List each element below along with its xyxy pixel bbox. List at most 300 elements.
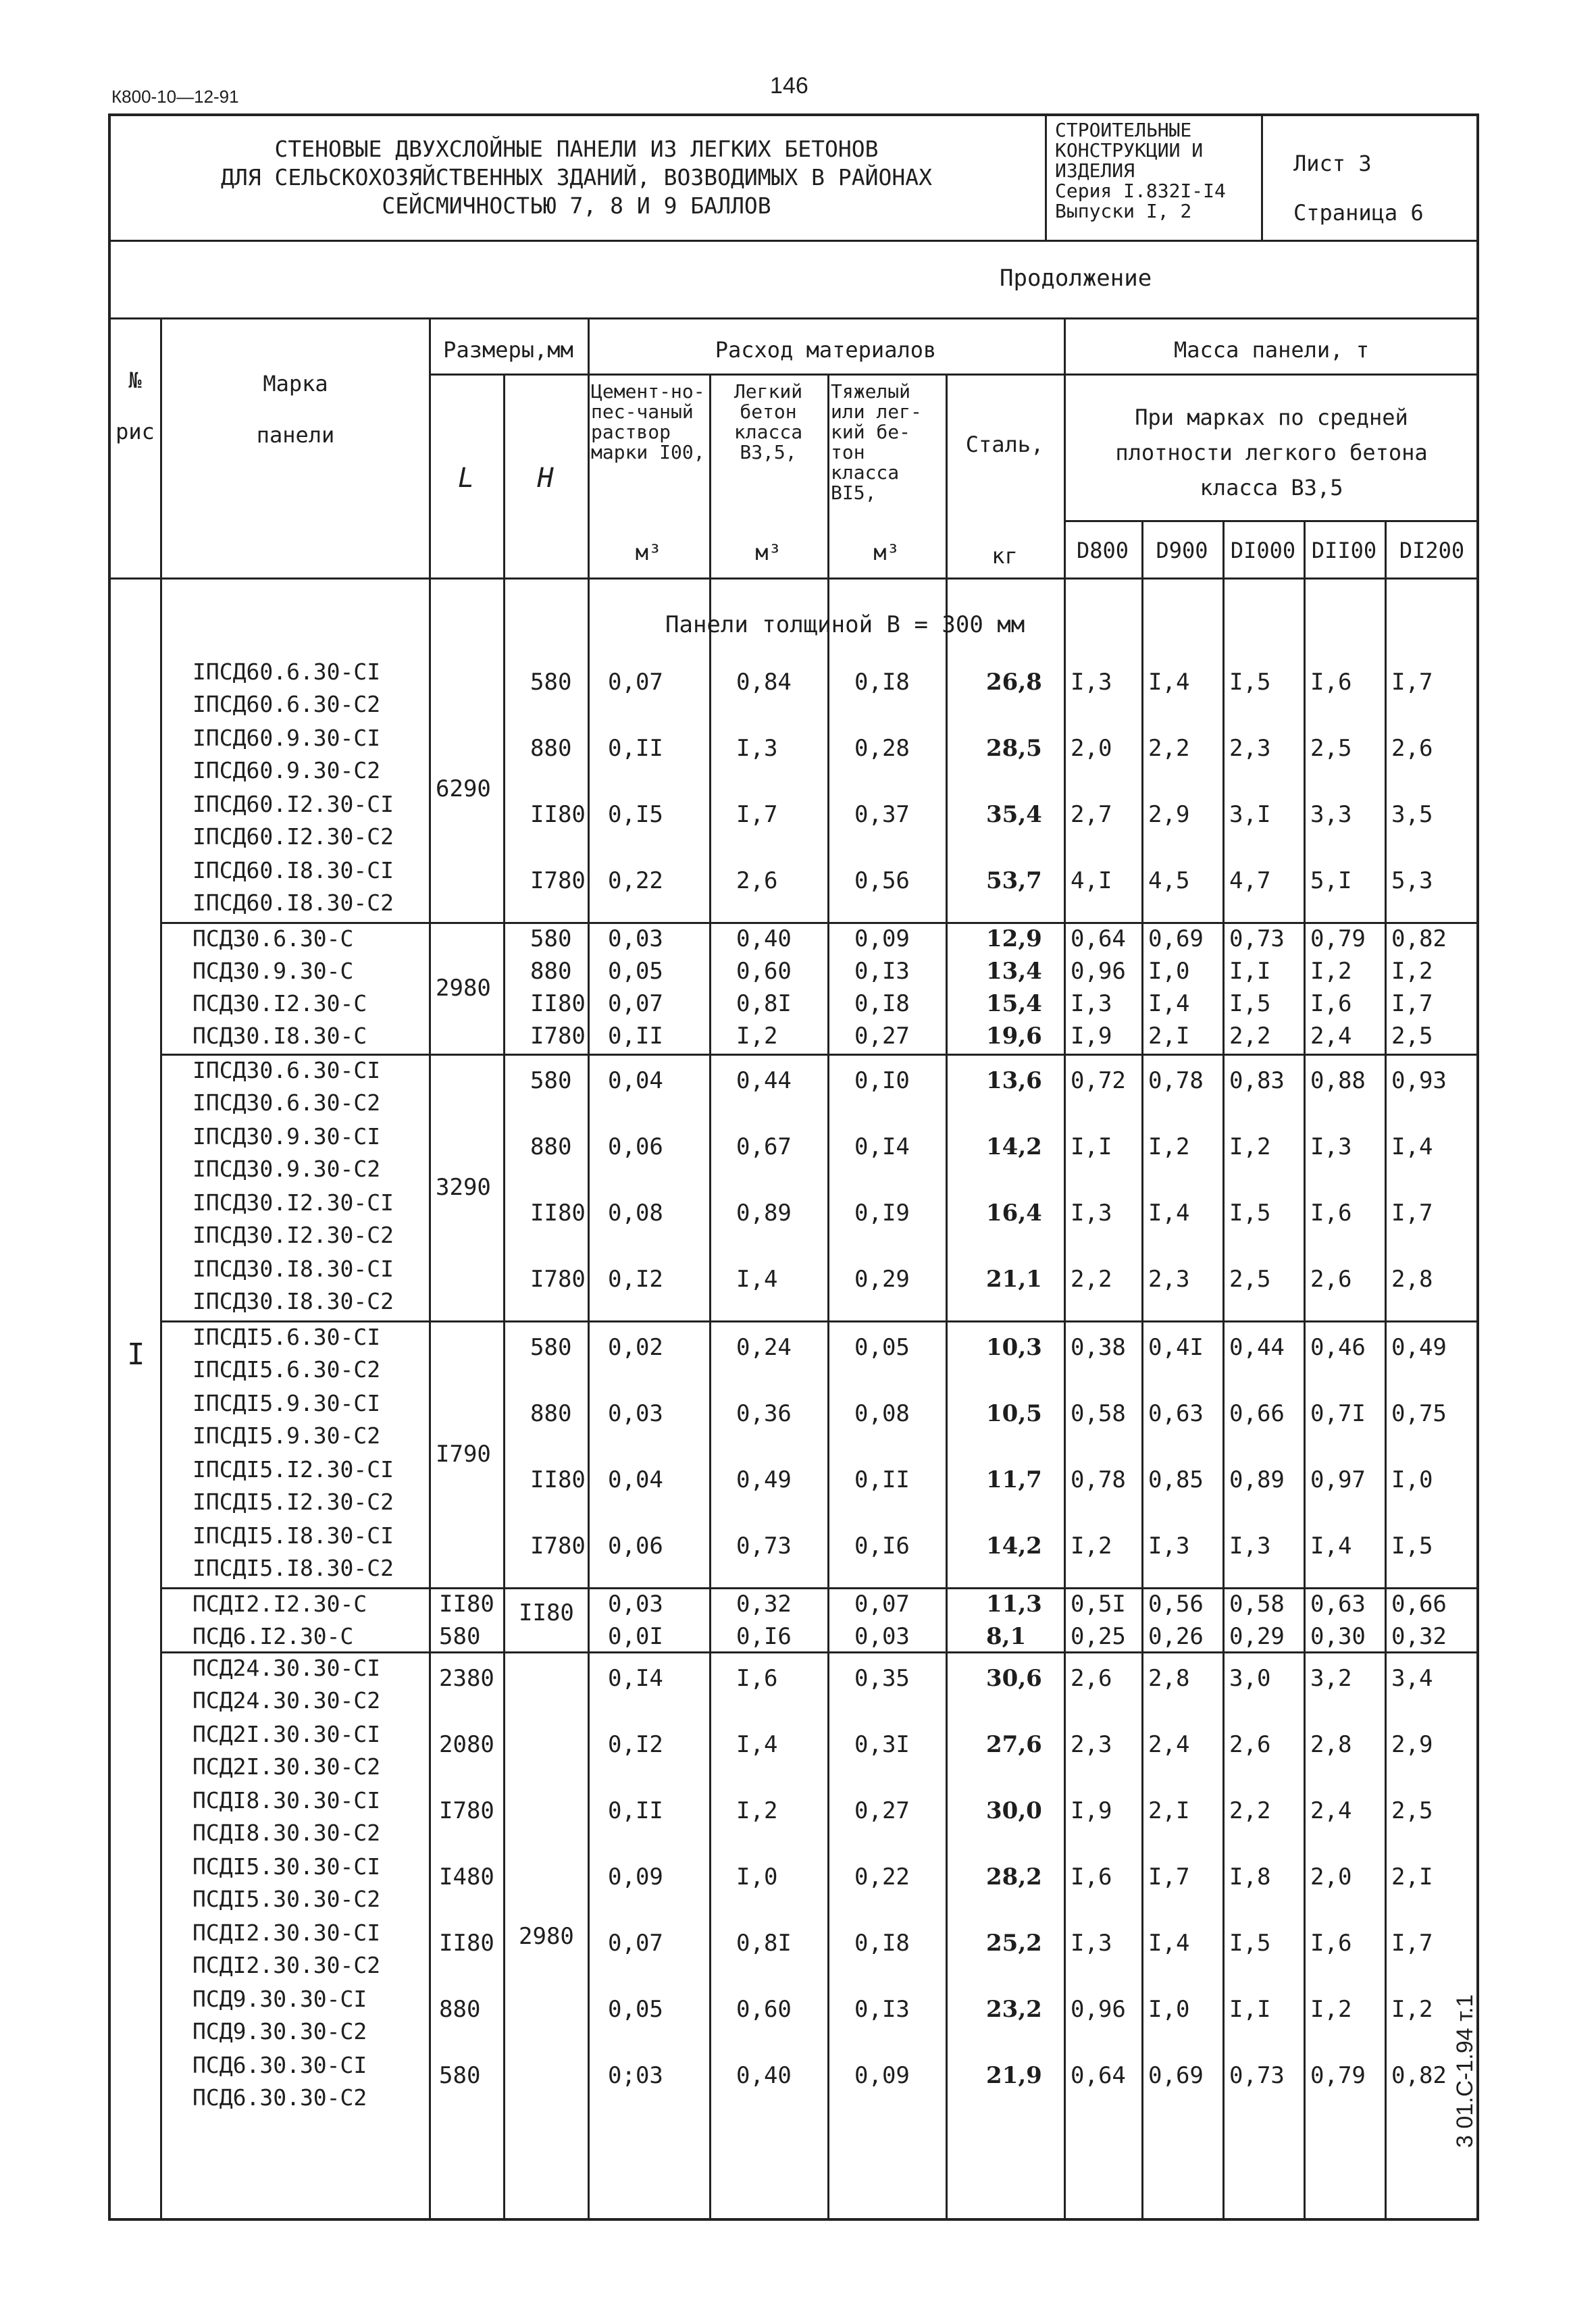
steel-mass: 14,2	[986, 1133, 1042, 1160]
light-concrete-volume: I,2	[736, 1023, 778, 1050]
light-concrete-volume: I,6	[736, 1665, 778, 1692]
panel-mark: IПСД30.9.30-С2	[192, 1156, 381, 1182]
mortar-volume: 0,I4	[608, 1665, 663, 1692]
panel-mass-d900: I,3	[1148, 1533, 1190, 1560]
panel-mass-di000: 2,5	[1229, 1266, 1271, 1293]
panel-mass-di200: 0,93	[1391, 1067, 1447, 1094]
panel-height: I780	[530, 1023, 586, 1050]
panel-mark: ПСД24.30.30-С2	[192, 1687, 381, 1714]
panel-mark: ПСД9.30.30-СI	[192, 1986, 367, 2012]
mortar-volume: 0,08	[608, 1200, 663, 1227]
panel-mass-di200: 2,8	[1391, 1266, 1433, 1293]
panel-mass-di000: I,5	[1229, 1200, 1271, 1227]
mortar-volume: 0,II	[608, 1797, 663, 1824]
panel-mass-di000: I,5	[1229, 990, 1271, 1017]
unit-label: м³	[755, 540, 781, 565]
unit-label: м³	[635, 540, 662, 565]
panel-mass-dii00: 0,46	[1310, 1334, 1366, 1361]
steel-mass: 14,2	[986, 1533, 1042, 1560]
panel-mass-di200: 0,75	[1391, 1400, 1447, 1427]
panel-mass-d900: 2,2	[1148, 735, 1190, 762]
panel-mass-d900: 0,4I	[1148, 1334, 1204, 1361]
mortar-volume: 0;03	[608, 2062, 663, 2089]
rule	[108, 577, 1479, 580]
panel-mass-dii00: I,6	[1310, 669, 1352, 696]
panel-mass-di200: 0,66	[1391, 1591, 1447, 1618]
panel-mass-d800: 2,3	[1071, 1731, 1112, 1758]
panel-mark: IПСД60.9.30-С2	[192, 757, 381, 783]
light-concrete-volume: I,2	[736, 1797, 778, 1824]
col-mark-line: Марка	[263, 371, 328, 396]
panel-mark: ПСДI8.30.30-СI	[192, 1787, 381, 1814]
rule	[1064, 520, 1479, 522]
panel-mark: ПСДI2.30.30-СI	[192, 1920, 381, 1946]
group-length: 6290	[436, 775, 491, 802]
panel-mark: ПСДI2.I2.30-С	[192, 1591, 367, 1617]
panel-mass-d900: 0,85	[1148, 1466, 1204, 1493]
rule	[429, 374, 1479, 376]
panel-mass-di000: 0,44	[1229, 1334, 1285, 1361]
mortar-volume: 0,02	[608, 1334, 663, 1361]
panel-mass-di000: 0,73	[1229, 2062, 1285, 2089]
panel-mass-d800: 4,I	[1071, 867, 1112, 894]
light-concrete-volume: I,4	[736, 1266, 778, 1293]
panel-height: II80	[530, 990, 586, 1017]
panel-mass-d900: 0,56	[1148, 1591, 1204, 1618]
panel-mass-d900: 0,69	[1148, 925, 1204, 952]
panel-mass-di200: 2,5	[1391, 1797, 1433, 1824]
mortar-volume: 0,0I	[608, 1623, 663, 1650]
mortar-volume: 0,05	[608, 1996, 663, 2023]
mortar-volume: 0,09	[608, 1863, 663, 1891]
panel-length: II80	[439, 1930, 494, 1957]
panel-mark: IПСД60.6.30-С2	[192, 691, 381, 717]
steel-mass: 21,9	[986, 2062, 1042, 2089]
heavy-concrete-volume: 0,I3	[854, 1996, 910, 2023]
panel-mark: IПСД30.I2.30-С2	[192, 1222, 394, 1248]
panel-mark: IПСДI5.9.30-С2	[192, 1422, 381, 1449]
panel-mass-dii00: I,6	[1310, 990, 1352, 1017]
panel-mark: ПСД6.30.30-С2	[192, 2084, 367, 2111]
col-num-line: рис	[115, 419, 155, 444]
heavy-concrete-volume: 0,28	[854, 735, 910, 762]
col-mortar-header: Цемент-но-пес-чаный раствор марки I00,	[591, 380, 705, 463]
steel-mass: 53,7	[986, 867, 1042, 894]
panel-height: 880	[530, 958, 572, 985]
panel-mass-di000: I,I	[1229, 1996, 1271, 2023]
panel-mass-dii00: 2,6	[1310, 1266, 1352, 1293]
panel-mass-d900: I,0	[1148, 958, 1190, 985]
panel-mark: ПСД24.30.30-СI	[192, 1655, 381, 1681]
col-L-header: L	[457, 463, 475, 494]
rule	[108, 317, 1479, 319]
panel-mark: IПСДI5.I8.30-СI	[192, 1522, 394, 1549]
document-title	[108, 113, 1047, 242]
density-header: DI000	[1230, 538, 1296, 563]
series-line: Серия I.832I-I4	[1055, 180, 1226, 202]
panel-mass-d900: 2,I	[1148, 1797, 1190, 1824]
continuation-label: Продолжение	[1000, 265, 1152, 292]
panel-mass-d800: 0,72	[1071, 1067, 1126, 1094]
panel-mass-di000: 0,66	[1229, 1400, 1285, 1427]
mortar-volume: 0,I2	[608, 1731, 663, 1758]
panel-mass-di200: 0,49	[1391, 1334, 1447, 1361]
panel-mass-dii00: 2,0	[1310, 1863, 1352, 1891]
panel-mass-di000: I,8	[1229, 1863, 1271, 1891]
panel-height: 880	[530, 1133, 572, 1160]
steel-mass: 13,6	[986, 1067, 1042, 1094]
panel-mass-d900: 2,9	[1148, 801, 1190, 828]
rule	[1064, 317, 1066, 2221]
panel-mass-dii00: I,6	[1310, 1930, 1352, 1957]
panel-length: II80	[439, 1591, 494, 1618]
mass-header: Масса панели, т	[1174, 337, 1369, 363]
light-concrete-volume: 0,24	[736, 1334, 792, 1361]
panel-mass-di200: 2,5	[1391, 1023, 1433, 1050]
panel-mass-d800: I,9	[1071, 1797, 1112, 1824]
panel-mass-di000: 0,89	[1229, 1466, 1285, 1493]
panel-mass-dii00: I,2	[1310, 958, 1352, 985]
steel-mass: 11,7	[986, 1466, 1042, 1493]
panel-mass-di200: I,2	[1391, 1996, 1433, 2023]
side-code: 3 01.С-1.94 т.1	[1452, 1994, 1478, 2148]
panel-mark: IПСДI5.I2.30-С2	[192, 1489, 394, 1515]
panel-mass-di200: I,7	[1391, 1200, 1433, 1227]
panel-mass-di000: 3,I	[1229, 801, 1271, 828]
panel-mass-d800: 2,7	[1071, 801, 1112, 828]
panel-mass-d800: I,3	[1071, 669, 1112, 696]
panel-length: I780	[439, 1797, 494, 1824]
panel-mass-d800: I,6	[1071, 1863, 1112, 1891]
panel-mass-di200: 2,6	[1391, 735, 1433, 762]
panel-mark: IПСД30.9.30-СI	[192, 1123, 381, 1150]
panel-mass-dii00: I,3	[1310, 1133, 1352, 1160]
group-separator	[160, 1320, 1479, 1322]
title-line: СТЕНОВЫЕ ДВУХСЛОЙНЫЕ ПАНЕЛИ ИЗ ЛЕГКИХ БЕТОНОВ	[274, 136, 879, 162]
panel-mass-di000: 2,2	[1229, 1023, 1271, 1050]
heavy-concrete-volume: 0,3I	[854, 1731, 910, 1758]
rule	[946, 374, 948, 2221]
panel-mark: IПСДI5.9.30-СI	[192, 1390, 381, 1416]
panel-mass-dii00: 0,79	[1310, 2062, 1366, 2089]
light-concrete-volume: 0,60	[736, 1996, 792, 2023]
panel-mass-d900: 0,26	[1148, 1623, 1204, 1650]
light-concrete-volume: 0,36	[736, 1400, 792, 1427]
heavy-concrete-volume: 0,08	[854, 1400, 910, 1427]
panel-mark: ПСДI5.30.30-С2	[192, 1886, 381, 1912]
series-line: КОНСТРУКЦИИ И	[1055, 139, 1204, 161]
panel-mark: IПСД30.I8.30-С2	[192, 1288, 394, 1314]
series-line: Выпуски I, 2	[1055, 200, 1192, 222]
heavy-concrete-volume: 0,I6	[854, 1533, 910, 1560]
panel-mark: IПСД60.I2.30-СI	[192, 791, 394, 817]
panel-mark: IПСДI5.I8.30-С2	[192, 1555, 394, 1581]
mass-desc-line: класса В3,5	[1200, 475, 1343, 500]
panel-mark: ПСД30.6.30-С	[192, 925, 354, 952]
rule	[588, 317, 590, 2221]
panel-mass-d900: I,4	[1148, 669, 1190, 696]
panel-mark: IПСД30.I2.30-СI	[192, 1189, 394, 1216]
steel-mass: 28,2	[986, 1863, 1042, 1891]
light-concrete-volume: 0,I6	[736, 1623, 792, 1650]
panel-mass-d900: I,2	[1148, 1133, 1190, 1160]
mortar-volume: 0,04	[608, 1466, 663, 1493]
panel-mass-di200: I,0	[1391, 1466, 1433, 1493]
sizes-header: Размеры,мм	[443, 337, 573, 363]
col-H-header: H	[537, 463, 554, 494]
group-length: 3290	[436, 1173, 491, 1201]
panel-mass-d800: 0,78	[1071, 1466, 1126, 1493]
mass-desc-line: плотности легкого бетона	[1115, 440, 1428, 465]
panel-mass-d800: I,3	[1071, 1200, 1112, 1227]
panel-mass-dii00: 5,I	[1310, 867, 1352, 894]
rule	[429, 317, 431, 2221]
panel-mass-d800: I,I	[1071, 1133, 1112, 1160]
panel-height: I780	[530, 1266, 586, 1293]
light-concrete-volume: 0,32	[736, 1591, 792, 1618]
heavy-concrete-volume: 0,56	[854, 867, 910, 894]
light-concrete-volume: 0,73	[736, 1533, 792, 1560]
light-concrete-volume: 0,67	[736, 1133, 792, 1160]
panel-height: 580	[530, 1067, 572, 1094]
document-code: К800-10—12-91	[111, 86, 239, 107]
density-header: D800	[1076, 538, 1129, 563]
panel-mass-di000: 2,6	[1229, 1731, 1271, 1758]
mortar-volume: 0,07	[608, 1930, 663, 1957]
density-header: DI200	[1399, 538, 1465, 563]
series-line: ИЗДЕЛИЯ	[1055, 159, 1135, 182]
panel-mass-di200: 3,5	[1391, 801, 1433, 828]
panel-height: II80	[530, 1466, 586, 1493]
steel-mass: 19,6	[986, 1023, 1042, 1050]
rule	[1304, 520, 1306, 2221]
figure-number: I	[127, 1337, 145, 1372]
panel-height: 880	[530, 735, 572, 762]
col-steel-header: Сталь,	[965, 432, 1044, 457]
panel-mass-d800: I,3	[1071, 990, 1112, 1017]
heavy-concrete-volume: 0,27	[854, 1023, 910, 1050]
title-line: СЕЙСМИЧНОСТЬЮ 7, 8 И 9 БАЛЛОВ	[382, 192, 771, 219]
light-concrete-volume: 0,8I	[736, 1930, 792, 1957]
panel-length: 580	[439, 1623, 481, 1650]
panel-mass-dii00: I,4	[1310, 1533, 1352, 1560]
panel-mark: IПСДI5.6.30-С2	[192, 1356, 381, 1383]
light-concrete-volume: I,7	[736, 801, 778, 828]
panel-mass-dii00: 3,3	[1310, 801, 1352, 828]
panel-mass-di200: 2,9	[1391, 1731, 1433, 1758]
group-length: 2980	[436, 974, 491, 1002]
steel-mass: 26,8	[986, 669, 1042, 696]
light-concrete-volume: 0,84	[736, 669, 792, 696]
panel-height: 580	[530, 925, 572, 952]
panel-mass-di000: 2,2	[1229, 1797, 1271, 1824]
panel-mark: IПСДI5.6.30-СI	[192, 1324, 381, 1350]
panel-mass-di200: 0,82	[1391, 925, 1447, 952]
heavy-concrete-volume: 0,03	[854, 1623, 910, 1650]
steel-mass: 10,3	[986, 1334, 1042, 1361]
heavy-concrete-volume: 0,27	[854, 1797, 910, 1824]
panel-mass-d900: I,4	[1148, 1930, 1190, 1957]
mortar-volume: 0,II	[608, 735, 663, 762]
steel-mass: 30,0	[986, 1797, 1042, 1824]
panel-mark: IПСД30.6.30-С2	[192, 1089, 381, 1116]
group-separator	[160, 1054, 1479, 1056]
panel-mass-dii00: 0,7I	[1310, 1400, 1366, 1427]
panel-mark: IПСД30.I8.30-СI	[192, 1256, 394, 1282]
panel-mass-di000: I,3	[1229, 1533, 1271, 1560]
mortar-volume: 0,06	[608, 1533, 663, 1560]
page-label: Страница 6	[1293, 200, 1424, 226]
steel-mass: 12,9	[986, 925, 1042, 952]
series-info	[1047, 113, 1263, 242]
panel-height: II80	[530, 801, 586, 828]
panel-mass-dii00: 0,97	[1310, 1466, 1366, 1493]
light-concrete-volume: 2,6	[736, 867, 778, 894]
panel-mark: IПСД60.9.30-СI	[192, 725, 381, 751]
panel-mass-di200: I,7	[1391, 669, 1433, 696]
heavy-concrete-volume: 0,05	[854, 1334, 910, 1361]
panel-mark: ПСДI2.30.30-С2	[192, 1952, 381, 1978]
panel-mass-d800: 0,25	[1071, 1623, 1126, 1650]
group-separator	[160, 1587, 1479, 1589]
col-num-line: №	[128, 367, 142, 393]
panel-mass-di200: 5,3	[1391, 867, 1433, 894]
panel-mass-dii00: 2,8	[1310, 1731, 1352, 1758]
panel-mass-di000: 2,3	[1229, 735, 1271, 762]
panel-mass-di200: I,7	[1391, 990, 1433, 1017]
panel-mass-dii00: 2,4	[1310, 1797, 1352, 1824]
panel-mass-di000: 4,7	[1229, 867, 1271, 894]
mortar-volume: 0,03	[608, 1591, 663, 1618]
panel-mass-d900: 4,5	[1148, 867, 1190, 894]
panel-mass-d900: I,4	[1148, 1200, 1190, 1227]
panel-mass-dii00: 0,79	[1310, 925, 1366, 952]
panel-mass-di000: 0,29	[1229, 1623, 1285, 1650]
panel-mass-di000: 0,83	[1229, 1067, 1285, 1094]
steel-mass: 25,2	[986, 1930, 1042, 1957]
light-concrete-volume: 0,49	[736, 1466, 792, 1493]
panel-mark: ПСД2I.30.30-С2	[192, 1753, 381, 1780]
rule	[1222, 520, 1225, 2221]
heavy-concrete-volume: 0,29	[854, 1266, 910, 1293]
steel-mass: 16,4	[986, 1200, 1042, 1227]
panel-mass-di000: I,I	[1229, 958, 1271, 985]
panel-height: 880	[530, 1400, 572, 1427]
rule	[709, 374, 711, 2221]
mortar-volume: 0,05	[608, 958, 663, 985]
unit-label: м³	[873, 540, 900, 565]
light-concrete-volume: 0,89	[736, 1200, 792, 1227]
panel-mass-di200: 0,32	[1391, 1623, 1447, 1650]
rule	[1385, 520, 1387, 2221]
panel-mass-d800: 0,64	[1071, 2062, 1126, 2089]
heavy-concrete-volume: 0,I3	[854, 958, 910, 985]
mortar-volume: 0,03	[608, 925, 663, 952]
panel-mass-d900: I,0	[1148, 1996, 1190, 2023]
mortar-volume: 0,06	[608, 1133, 663, 1160]
heavy-concrete-volume: 0,35	[854, 1665, 910, 1692]
panel-mark: IПСД60.I2.30-С2	[192, 823, 394, 850]
steel-mass: 23,2	[986, 1996, 1042, 2023]
steel-mass: 27,6	[986, 1731, 1042, 1758]
panel-mass-dii00: I,2	[1310, 1996, 1352, 2023]
heavy-concrete-volume: 0,09	[854, 925, 910, 952]
light-concrete-volume: 0,8I	[736, 990, 792, 1017]
panel-mass-d900: 2,I	[1148, 1023, 1190, 1050]
panel-mass-di200: I,7	[1391, 1930, 1433, 1957]
group-height: II80	[519, 1599, 574, 1626]
steel-mass: 21,1	[986, 1266, 1042, 1293]
mortar-volume: 0,04	[608, 1067, 663, 1094]
light-concrete-volume: 0,40	[736, 2062, 792, 2089]
panel-mass-dii00: 2,5	[1310, 735, 1352, 762]
panel-mark: IПСД60.I8.30-СI	[192, 857, 394, 883]
heavy-concrete-volume: 0,I8	[854, 990, 910, 1017]
panel-mark: ПСД6.I2.30-С	[192, 1623, 354, 1649]
panel-mass-di200: 0,82	[1391, 2062, 1447, 2089]
rule	[108, 240, 1479, 242]
mortar-volume: 0,I5	[608, 801, 663, 828]
mortar-volume: 0,I2	[608, 1266, 663, 1293]
light-concrete-volume: 0,40	[736, 925, 792, 952]
panel-mass-dii00: I,6	[1310, 1200, 1352, 1227]
panel-mass-di200: I,5	[1391, 1533, 1433, 1560]
panel-mass-dii00: 0,63	[1310, 1591, 1366, 1618]
group-separator	[160, 1651, 1479, 1653]
panel-height: II80	[530, 1200, 586, 1227]
heavy-concrete-volume: 0,37	[854, 801, 910, 828]
panel-height: 580	[530, 669, 572, 696]
panel-mass-dii00: 2,4	[1310, 1023, 1352, 1050]
steel-mass: 30,6	[986, 1665, 1042, 1692]
panel-height: I780	[530, 1533, 586, 1560]
light-concrete-volume: 0,60	[736, 958, 792, 985]
panel-mass-d900: I,7	[1148, 1863, 1190, 1891]
steel-mass: 11,3	[986, 1591, 1042, 1618]
series-line: СТРОИТЕЛЬНЫЕ	[1055, 119, 1192, 141]
materials-header: Расход материалов	[715, 337, 937, 363]
title-line: ДЛЯ СЕЛЬСКОХОЗЯЙСТВЕННЫХ ЗДАНИЙ, ВОЗВОДИМЫХ В РАЙОНАХ	[221, 164, 932, 190]
light-concrete-volume: I,4	[736, 1731, 778, 1758]
steel-mass: 13,4	[986, 958, 1042, 985]
heavy-concrete-volume: 0,I4	[854, 1133, 910, 1160]
panel-mass-d800: 2,0	[1071, 735, 1112, 762]
panel-mass-di000: I,2	[1229, 1133, 1271, 1160]
heavy-concrete-volume: 0,I8	[854, 669, 910, 696]
panel-mark: ПСД30.I2.30-С	[192, 990, 367, 1017]
heavy-concrete-volume: 0,22	[854, 1863, 910, 1891]
steel-mass: 8,1	[986, 1623, 1027, 1650]
panel-mark: IПСД60.6.30-СI	[192, 659, 381, 685]
panel-mass-d900: 0,69	[1148, 2062, 1204, 2089]
panel-mass-d800: 0,5I	[1071, 1591, 1126, 1618]
rule	[827, 374, 829, 2221]
rule	[503, 374, 505, 2221]
steel-mass: 10,5	[986, 1400, 1042, 1427]
mortar-volume: 0,II	[608, 1023, 663, 1050]
panel-mass-d800: 0,38	[1071, 1334, 1126, 1361]
unit-label: кг	[992, 543, 1018, 569]
panel-mark: ПСД2I.30.30-СI	[192, 1721, 381, 1747]
panel-mass-d800: I,9	[1071, 1023, 1112, 1050]
panel-mass-d800: I,2	[1071, 1533, 1112, 1560]
panel-mass-d800: 2,6	[1071, 1665, 1112, 1692]
panel-mass-di200: 3,4	[1391, 1665, 1433, 1692]
light-concrete-volume: 0,44	[736, 1067, 792, 1094]
panel-mark: IПСДI5.I2.30-СI	[192, 1456, 394, 1483]
heavy-concrete-volume: 0,I0	[854, 1067, 910, 1094]
panel-mass-d900: 2,8	[1148, 1665, 1190, 1692]
